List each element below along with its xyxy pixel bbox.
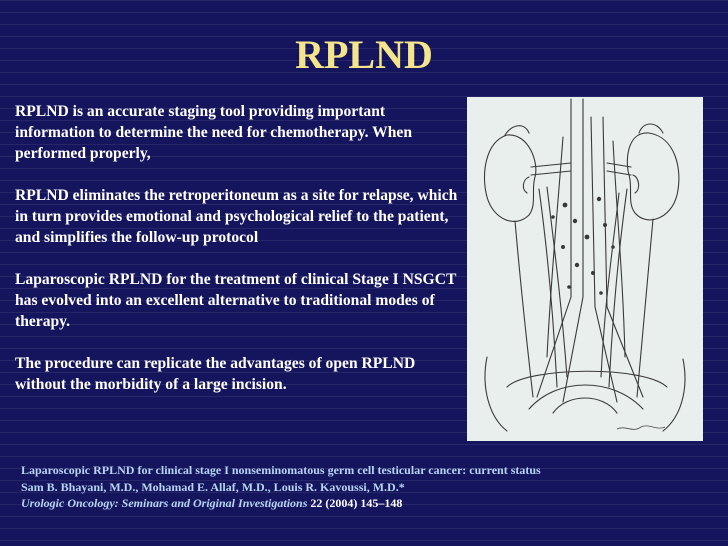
citation-article-title: Laparoscopic RPLND for clinical stage I nonseminomatous germ cell testicular cancer: current status (21, 463, 541, 477)
paragraph-staging: RPLND is an accurate staging tool providing important information to determine the need for chemotherapy. When performed properly, (15, 103, 413, 162)
citation-journal-line (21, 495, 721, 512)
citation-journal: Urologic Oncology: Seminars and Original Investigations (21, 496, 308, 510)
citation (21, 462, 721, 512)
citation-volume: 22 (2004) 145–148 (307, 496, 403, 510)
anatomy-illustration (467, 97, 703, 441)
citation-authors: Sam B. Bhayani, M.D., Mohamad E. Allaf, M.D., Louis R. Kavoussi, M.D.* (21, 479, 405, 494)
retroperitoneum-drawing-icon (467, 97, 703, 441)
paragraph-laparoscopic: Laparoscopic RPLND for the treatment of clinical Stage I NSGCT has evolved into an excellent alternative to traditional modes of therapy. (15, 271, 457, 330)
paragraph-relapse: RPLND eliminates the retroperitoneum as a site for relapse, which in turn provides emotional and psychological relief to the patient, and simplifies the follow-up protocol (15, 187, 458, 246)
body-text (15, 101, 465, 395)
paragraph-advantages: The procedure can replicate the advantages of open RPLND without the morbidity of a large incision. (15, 355, 416, 393)
slide-title: RPLND (295, 32, 433, 77)
